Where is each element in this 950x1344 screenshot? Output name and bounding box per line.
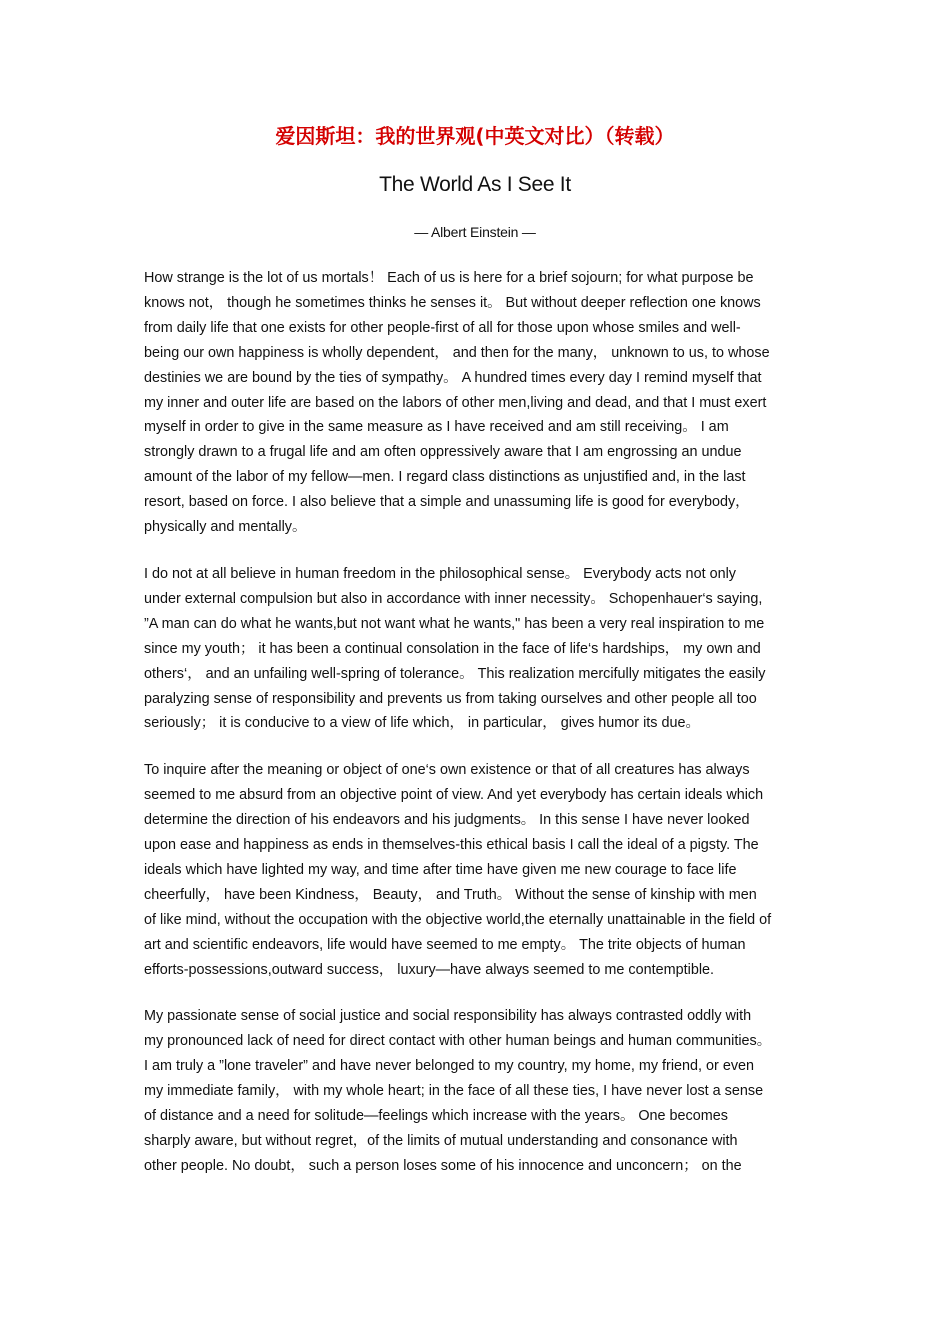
text-line: sharply aware, but without regret，of the limits of mutual understanding and consonance with: [144, 1133, 738, 1149]
essay-body: [144, 266, 810, 1201]
paragraph: [144, 562, 810, 736]
text-line: of distance and a need for solitude—feelings which increase with the years。 One becomes: [144, 1108, 728, 1125]
text-line: my pronounced lack of need for direct contact with other human beings and human communities。: [144, 1033, 772, 1050]
text-line: My passionate sense of social justice and social responsibility has always contrasted oddly with: [144, 1008, 752, 1025]
text-line: physically and mentally。: [144, 519, 307, 536]
text-line: amount of the labor of my fellow—men. I regard class distinctions as unjustified and, in the last: [144, 469, 746, 486]
text-line: seriously； it is conducive to a view of life which， in particular， gives humor its due。: [144, 715, 700, 732]
text-line: I do not at all believe in human freedom in the philosophical sense。 Everybody acts not only: [144, 565, 736, 582]
text-line: strongly drawn to a frugal life and am often oppressively aware that I am engrossing an undue: [144, 444, 742, 461]
text-line: determine the direction of his endeavors and his judgments。 In this sense I have never looked: [144, 812, 750, 829]
text-line: resort, based on force. I also believe that a simple and unassuming life is good for everybody，: [144, 494, 750, 511]
text-line: under external compulsion but also in accordance with inner necessity。 Schopenhauer‘s saying,: [144, 590, 763, 607]
chinese-title: 爱因斯坦：我的世界观(中英文对比）（转载）: [275, 124, 675, 148]
text-line: seemed to me absurd from an objective point of view. And yet everybody has certain ideals which: [144, 787, 764, 804]
text-line: ”A man can do what he wants,but not want what he wants," has been a very real inspiration to me: [144, 615, 765, 632]
text-line: my immediate family， with my whole heart; in the face of all these ties, I have never lost a sense: [144, 1083, 764, 1100]
text-line: upon ease and happiness as ends in themselves-this ethical basis I call the ideal of a pigsty. The: [144, 837, 759, 854]
text-line: ideals which have lighted my way, and time after time have given me new courage to face life: [144, 861, 737, 878]
text-line: others‘， and an unfailing well-spring of tolerance。 This realization mercifully mitigates the easily: [144, 665, 766, 682]
text-line: cheerfully， have been Kindness， Beauty， and Truth。 Without the sense of kinship with men: [144, 886, 757, 903]
author-byline: — Albert Einstein —: [414, 224, 536, 240]
text-line: efforts-possessions,outward success， luxury—have always seemed to me contemptible.: [144, 961, 715, 978]
paragraph: [144, 1004, 810, 1178]
text-line: myself in order to give in the same measure as I have received and am still receiving。 I am: [144, 419, 729, 436]
text-line: knows not， though he sometimes thinks he senses it。 But without deeper reflection one knows: [144, 294, 761, 311]
english-title: The World As I See It: [379, 173, 571, 196]
text-line: from daily life that one exists for other people-first of all for those upon whose smiles and well-: [144, 319, 741, 336]
text-line: To inquire after the meaning or object of one‘s own existence or that of all creatures has always: [144, 762, 750, 779]
text-line: being our own happiness is wholly dependent， and then for the many， unknown to us, to whose: [144, 344, 770, 361]
text-line: my inner and outer life are based on the labors of other men,living and dead, and that I must exert: [144, 394, 767, 411]
text-line: other people. No doubt， such a person loses some of his innocence and unconcern； on the: [144, 1157, 742, 1174]
paragraph: [144, 758, 810, 982]
text-line: paralyzing sense of responsibility and prevents us from taking ourselves and other people all too: [144, 690, 757, 707]
text-line: since my youth； it has been a continual consolation in the face of life‘s hardships， my own and: [144, 640, 761, 657]
text-line: destinies we are bound by the ties of sympathy。 A hundred times every day I remind myself that: [144, 369, 762, 386]
text-line: How strange is the lot of us mortals！ Each of us is here for a brief sojourn; for what purpose be: [144, 270, 754, 286]
text-line: art and scientific endeavors, life would have seemed to me empty。 The trite objects of human: [144, 936, 746, 953]
paragraph: [144, 266, 810, 540]
text-line: of like mind, without the occupation with the objective world,the eternally unattainable in the field of: [144, 911, 772, 928]
text-line: I am truly a ”lone traveler” and have never belonged to my country, my home, my friend, or even: [144, 1058, 755, 1075]
